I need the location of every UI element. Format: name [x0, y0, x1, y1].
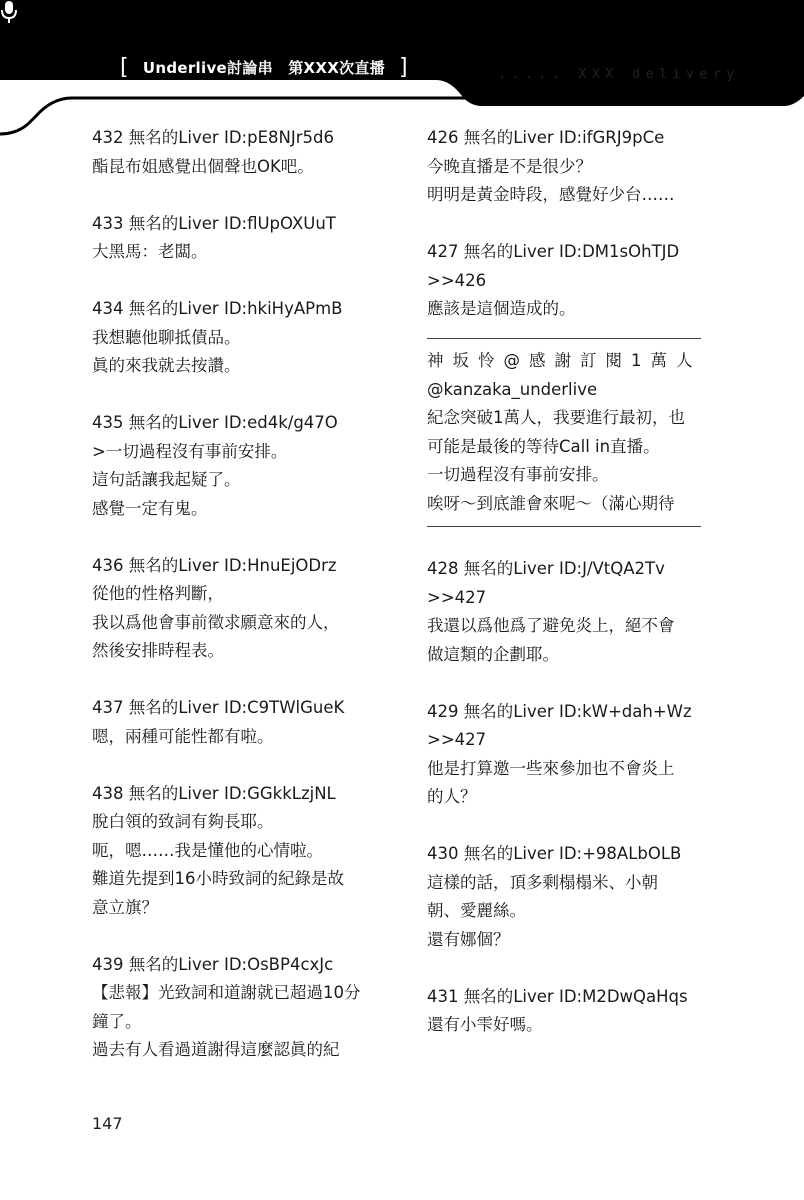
post-header: 439 無名的Liver ID:OsBP4cxJc: [92, 954, 334, 974]
post-text: 呃，嗯……我是懂他的心情啦。: [92, 840, 323, 860]
post-text: 的人？: [427, 787, 477, 806]
post-text: 酯昆布姐感覺出個聲也OK吧。: [92, 156, 314, 176]
post-text: 應該是這個造成的。: [427, 299, 576, 318]
post: [427, 555, 712, 669]
tweet-handle: @kanzaka_underlive: [427, 379, 598, 399]
post-text: 感覺一定有鬼。: [92, 498, 208, 518]
post-header: 437 無名的Liver ID:C9TWlGueK: [92, 698, 345, 717]
post: [92, 552, 392, 666]
post-header: 427 無名的Liver ID:DM1sOhTJD: [427, 242, 680, 261]
post-text: 鐘了。: [92, 1011, 142, 1031]
tweet-text: 可能是最後的等待Call in直播。: [427, 436, 660, 456]
tweet-text: 紀念突破1萬人，我要進行最初，也: [427, 408, 685, 427]
posts-before-tweet: [427, 124, 712, 324]
post-text: 然後安排時程表。: [92, 641, 224, 660]
post-text: >>427: [427, 587, 487, 607]
post: [92, 951, 392, 1065]
post-header: 432 無名的Liver ID:pE8NJr5d6: [92, 128, 334, 147]
post-header: 438 無名的Liver ID:GGkkLzjNL: [92, 783, 336, 803]
thread-title-text: Underlive討論串 第XXX次直播: [142, 59, 385, 77]
post-header: 428 無名的Liver ID:J/VtQA2Tv: [427, 559, 665, 578]
posts-after-tweet: [427, 555, 712, 1040]
post-text: 嗯，兩種可能性都有啦。: [92, 726, 274, 746]
post-text: 脫白領的致詞有夠長耶。: [92, 812, 274, 831]
post-header: 426 無名的Liver ID:ifGRJ9pCe: [427, 128, 665, 147]
quoted-tweet: [427, 338, 701, 527]
post-text: 今晚直播是不是很少？: [427, 156, 592, 176]
post: [427, 698, 712, 812]
tweet-author: 神坂怜@感謝訂閱1萬人: [427, 351, 702, 370]
post-text: 難道先提到16小時致詞的紀錄是故: [92, 869, 344, 888]
bracket-open: [: [120, 55, 129, 80]
post-text: >>426: [427, 270, 487, 290]
post: [427, 238, 712, 324]
post-header: 429 無名的Liver ID:kW+dah+Wz: [427, 701, 692, 721]
microphone-icon: [0, 0, 18, 24]
post-text: >>427: [427, 730, 487, 749]
post-text: 眞的來我就去按讚。: [92, 356, 241, 375]
post-text: 這句話讓我起疑了。: [92, 470, 241, 489]
post-text: 還有小雫好嗎。: [427, 1015, 543, 1034]
post-header: 430 無名的Liver ID:+98ALbOLB: [427, 844, 682, 863]
tweet-text: 唉呀～到底誰會來呢～（滿心期待: [427, 493, 675, 513]
left-column: [92, 124, 392, 1093]
post-text: >一切過程沒有事前安排。: [92, 441, 288, 461]
post-text: 大黑馬：老闆。: [92, 242, 208, 261]
post-header: 431 無名的Liver ID:M2DwQaHqs: [427, 986, 688, 1006]
post: [427, 840, 712, 954]
post: [92, 694, 392, 751]
post-header: 434 無名的Liver ID:hkiHyAPmB: [92, 299, 343, 318]
post-text: 這樣的話，頂多剩榻榻米、小朝: [427, 872, 658, 892]
post-text: 我想聽他聊抵債品。: [92, 327, 241, 347]
post-text: 從他的性格判斷，: [92, 584, 224, 603]
post: [92, 295, 392, 381]
post-text: 還有娜個？: [427, 929, 510, 949]
page-header: [0, 0, 804, 140]
post: [92, 409, 392, 523]
thread-title: [120, 54, 408, 82]
post: [92, 210, 392, 267]
bracket-close: ]: [399, 55, 408, 80]
delivery-subtitle: ..... XXX delivery: [498, 67, 740, 82]
post-header: 433 無名的Liver ID:flUpOXUuT: [92, 213, 336, 233]
post-header: 435 無名的Liver ID:ed4k/g47O: [92, 413, 338, 432]
post-text: 做這類的企劃耶。: [427, 644, 559, 664]
page-number: 147: [92, 1114, 123, 1133]
post-text: 【悲報】光致詞和道謝就已超過10分: [92, 983, 361, 1002]
tweet-text: 一切過程沒有事前安排。: [427, 465, 609, 484]
post: [427, 983, 712, 1040]
post-text: 明明是黃金時段，感覺好少台……: [427, 185, 675, 204]
post-text: 意立旗？: [92, 897, 158, 917]
post: [427, 124, 712, 210]
post: [92, 124, 392, 181]
tweet-body: [427, 404, 701, 518]
post-text: 過去有人看過道謝得這麼認眞的紀: [92, 1040, 340, 1059]
post-text: 我還以爲他爲了避免炎上，絕不會: [427, 616, 675, 635]
post: [92, 780, 392, 923]
right-column: [427, 124, 712, 1068]
post-text: 他是打算邀一些來參加也不會炎上: [427, 758, 675, 778]
post-text: 我以爲他會事前徵求願意來的人，: [92, 612, 340, 632]
post-header: 436 無名的Liver ID:HnuEjODrz: [92, 555, 337, 575]
post-text: 朝、愛麗絲。: [427, 901, 526, 920]
